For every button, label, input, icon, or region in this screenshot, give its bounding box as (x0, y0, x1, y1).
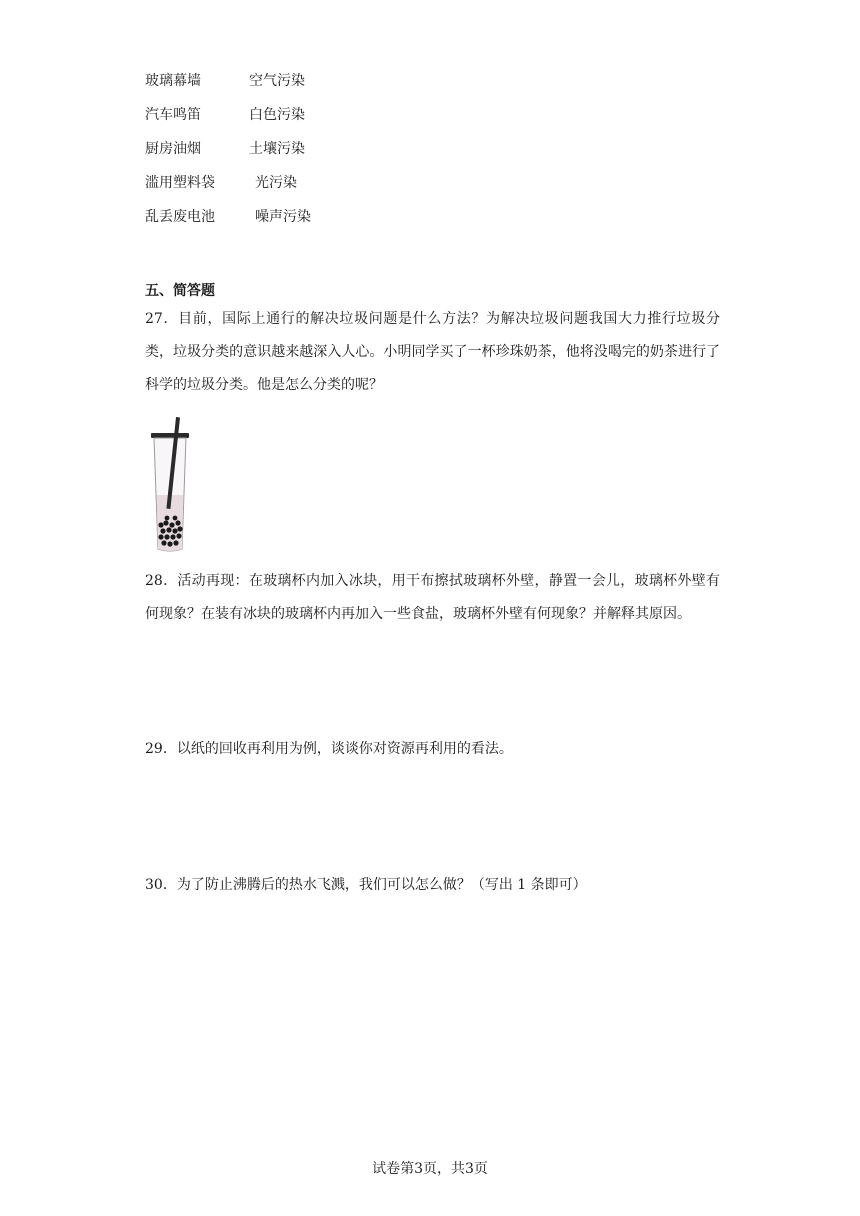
matching-right-item: 空气污染 (249, 73, 305, 89)
matching-right-item: 噪声污染 (255, 209, 311, 225)
matching-right-item: 光污染 (255, 175, 297, 191)
matching-left-item: 厨房油烟 (145, 141, 201, 157)
matching-row (145, 70, 305, 92)
bubble-tea-cup-icon (145, 415, 197, 555)
section-title: 五、简答题 (145, 283, 215, 299)
matching-left-item: 滥用塑料袋 (145, 175, 215, 191)
matching-row (145, 206, 311, 228)
question-29: 29．以纸的回收再利用为例，谈谈你对资源再利用的看法。 (145, 741, 513, 757)
page-footer: 试卷第3页，共3页 (372, 1161, 488, 1177)
question-27: 27．目前，国际上通行的解决垃圾问题是什么方法？为解决垃圾问题我国大力推行垃圾分类，垃圾分类的意识越来越深入人心。小明同学买了一杯珍珠奶茶，他将没喝完的奶茶进行了科学的垃圾分类。他是怎么分类的呢？ (145, 311, 720, 393)
matching-left-item: 汽车鸣笛 (145, 107, 201, 123)
matching-right-item: 土壤污染 (249, 141, 305, 157)
question-30: 30．为了防止沸腾后的热水飞溅，我们可以怎么做？（写出 1 条即可） (145, 877, 587, 893)
matching-right-item: 白色污染 (249, 107, 305, 123)
matching-row (145, 172, 297, 194)
matching-left-item: 玻璃幕墙 (145, 73, 201, 89)
matching-row (145, 104, 305, 126)
question-28: 28．活动再现：在玻璃杯内加入冰块，用干布擦拭玻璃杯外壁，静置一会儿，玻璃杯外壁有何现象？在装有冰块的玻璃杯内再加入一些食盐，玻璃杯外壁有何现象？并解释其原因。 (145, 573, 720, 622)
matching-left-item: 乱丢废电池 (145, 209, 215, 225)
matching-row (145, 138, 305, 160)
